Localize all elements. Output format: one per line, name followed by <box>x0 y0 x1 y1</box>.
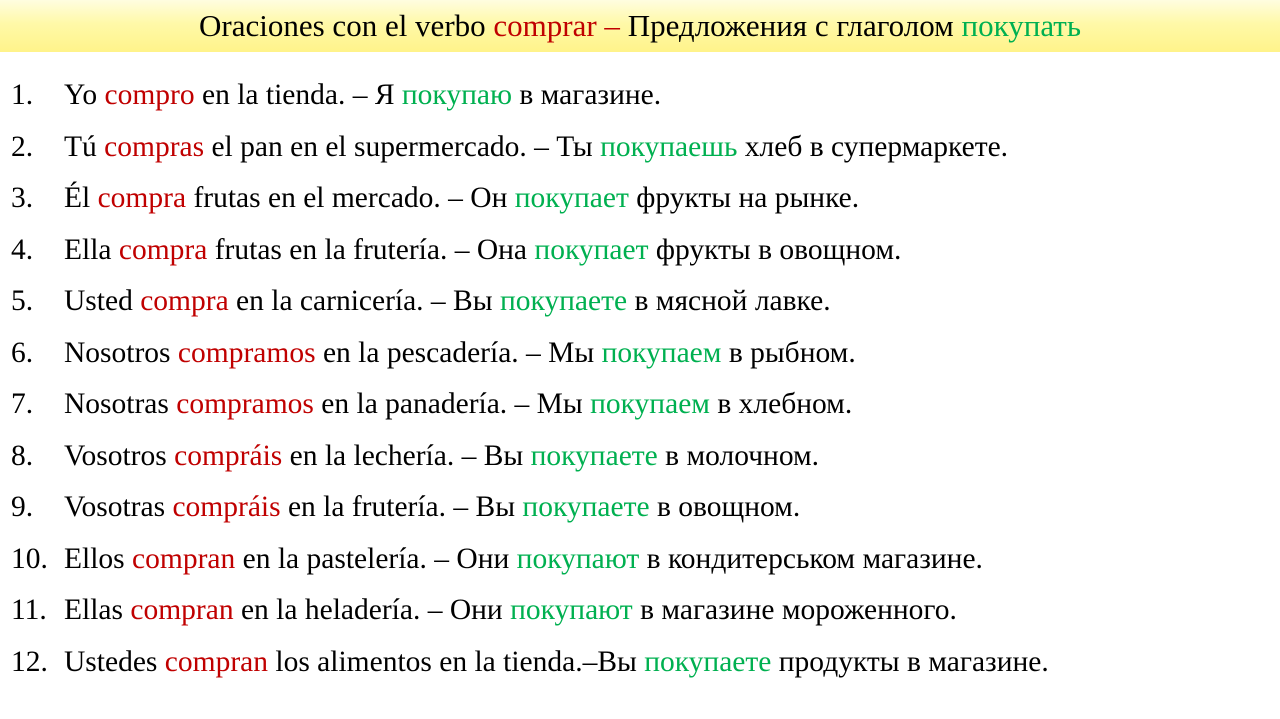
sentence-text <box>64 379 852 431</box>
sentence-row <box>0 431 1280 483</box>
sentence-subject: Ustedes <box>64 645 158 678</box>
sentence-middle: los alimentos en la tienda.–Вы <box>275 645 637 678</box>
sentence-row <box>0 534 1280 586</box>
sentence-text <box>64 534 983 586</box>
spanish-verb: compran <box>164 645 268 678</box>
sentence-number: 6. <box>11 336 34 369</box>
sentence-text <box>64 431 819 483</box>
sentence-subject: Vosotros <box>64 439 167 472</box>
sentence-number: 2. <box>11 130 34 163</box>
sentence-row <box>0 328 1280 380</box>
russian-verb: покупают <box>510 594 633 626</box>
sentence-middle: frutas en el mercado. – Он <box>193 182 508 214</box>
sentence-middle: en la panadería. – Мы <box>321 388 583 420</box>
sentence-end: в рыбном. <box>728 336 856 369</box>
sentence-end: в хлебном. <box>717 388 853 420</box>
sentence-middle: frutas en la frutería. – Она <box>214 233 528 266</box>
sentence-number: 11. <box>11 594 47 626</box>
spanish-verb: compra <box>97 182 187 214</box>
sentence-subject: Nosotros <box>64 336 171 369</box>
sentence-number: 12. <box>11 645 48 678</box>
sentence-number: 4. <box>11 233 34 266</box>
sentence-number: 7. <box>11 388 34 420</box>
russian-verb: покупаете <box>530 439 658 472</box>
sentence-text <box>64 122 1008 174</box>
sentence-text <box>64 225 901 277</box>
russian-verb: покупаем <box>590 388 710 420</box>
sentence-end: в молочном. <box>665 439 820 472</box>
russian-verb: покупает <box>534 233 649 266</box>
sentence-end: фрукты на рынке. <box>636 182 860 214</box>
sentence-end: хлеб в супермаркете. <box>744 130 1009 163</box>
sentence-end: в овощном. <box>656 491 801 523</box>
sentence-number: 1. <box>11 79 34 111</box>
sentence-end: в мясной лавке. <box>634 285 831 317</box>
sentence-number: 3. <box>11 182 34 214</box>
spanish-verb: compras <box>104 130 205 163</box>
sentence-subject: Nosotras <box>64 388 169 420</box>
sentence-middle: en la pescadería. – Мы <box>322 336 595 369</box>
spanish-verb: compráis <box>174 439 283 472</box>
spanish-verb: compra <box>118 233 208 266</box>
russian-verb: покупаете <box>644 645 772 678</box>
sentence-end: в магазине мороженного. <box>640 594 957 626</box>
title-verb-spanish: comprar – <box>493 8 620 43</box>
sentence-row <box>0 585 1280 637</box>
sentence-number: 5. <box>11 285 34 317</box>
sentence-subject: Él <box>64 182 91 214</box>
russian-verb: покупаем <box>601 336 722 369</box>
sentence-middle: en la tienda. – Я <box>201 79 395 111</box>
title-part-spanish: Oraciones con el verbo <box>199 8 486 43</box>
sentence-middle: en la carnicería. – Вы <box>236 285 493 317</box>
sentence-row <box>0 276 1280 328</box>
sentence-row <box>0 637 1280 689</box>
sentence-number: 9. <box>11 491 34 523</box>
russian-verb: покупают <box>516 542 640 575</box>
sentence-row <box>0 173 1280 225</box>
sentence-subject: Usted <box>64 285 133 317</box>
sentence-end: фрукты в овощном. <box>655 233 902 266</box>
spanish-verb: compran <box>132 542 236 575</box>
sentence-text <box>64 585 957 637</box>
sentence-row <box>0 379 1280 431</box>
sentence-number: 8. <box>11 439 34 472</box>
sentence-subject: Vosotras <box>64 491 166 523</box>
sentence-number: 10. <box>11 542 48 575</box>
sentence-row <box>0 225 1280 277</box>
sentence-text <box>64 70 661 122</box>
sentence-end: в магазине. <box>519 79 662 111</box>
sentence-text <box>64 173 859 225</box>
sentence-text <box>64 482 800 534</box>
title-verb-russian: покупать <box>961 8 1081 43</box>
page-title <box>199 0 1081 52</box>
sentence-subject: Ella <box>64 233 112 266</box>
spanish-verb: compráis <box>172 491 281 523</box>
sentence-subject: Tú <box>64 130 97 163</box>
sentence-text <box>64 328 856 380</box>
sentence-subject: Ellas <box>64 594 123 626</box>
title-part-russian: Предложения с глаголом <box>627 8 954 43</box>
sentence-middle: en la heladería. – Они <box>240 594 503 626</box>
sentence-row <box>0 122 1280 174</box>
title-banner <box>0 0 1280 52</box>
sentence-text <box>64 637 1049 689</box>
russian-verb: покупаю <box>401 79 512 111</box>
spanish-verb: compro <box>104 79 195 111</box>
russian-verb: покупаете <box>499 285 628 317</box>
sentence-middle: en la lechería. – Вы <box>289 439 524 472</box>
russian-verb: покупает <box>514 182 629 214</box>
sentence-list <box>0 70 1280 688</box>
sentence-middle: el pan en el supermercado. – Ты <box>211 130 593 163</box>
sentence-row <box>0 482 1280 534</box>
spanish-verb: compramos <box>177 336 316 369</box>
sentence-subject: Yo <box>64 79 98 111</box>
spanish-verb: compran <box>130 594 234 626</box>
sentence-subject: Ellos <box>64 542 125 575</box>
spanish-verb: compra <box>140 285 229 317</box>
russian-verb: покупаете <box>522 491 650 523</box>
sentence-middle: en la frutería. – Вы <box>287 491 516 523</box>
spanish-verb: compramos <box>176 388 314 420</box>
sentence-middle: en la pastelería. – Они <box>242 542 510 575</box>
sentence-text <box>64 276 831 328</box>
sentence-end: в кондитерськом магазине. <box>646 542 983 575</box>
russian-verb: покупаешь <box>600 130 738 163</box>
sentence-row <box>0 70 1280 122</box>
sentence-end: продукты в магазине. <box>778 645 1049 678</box>
